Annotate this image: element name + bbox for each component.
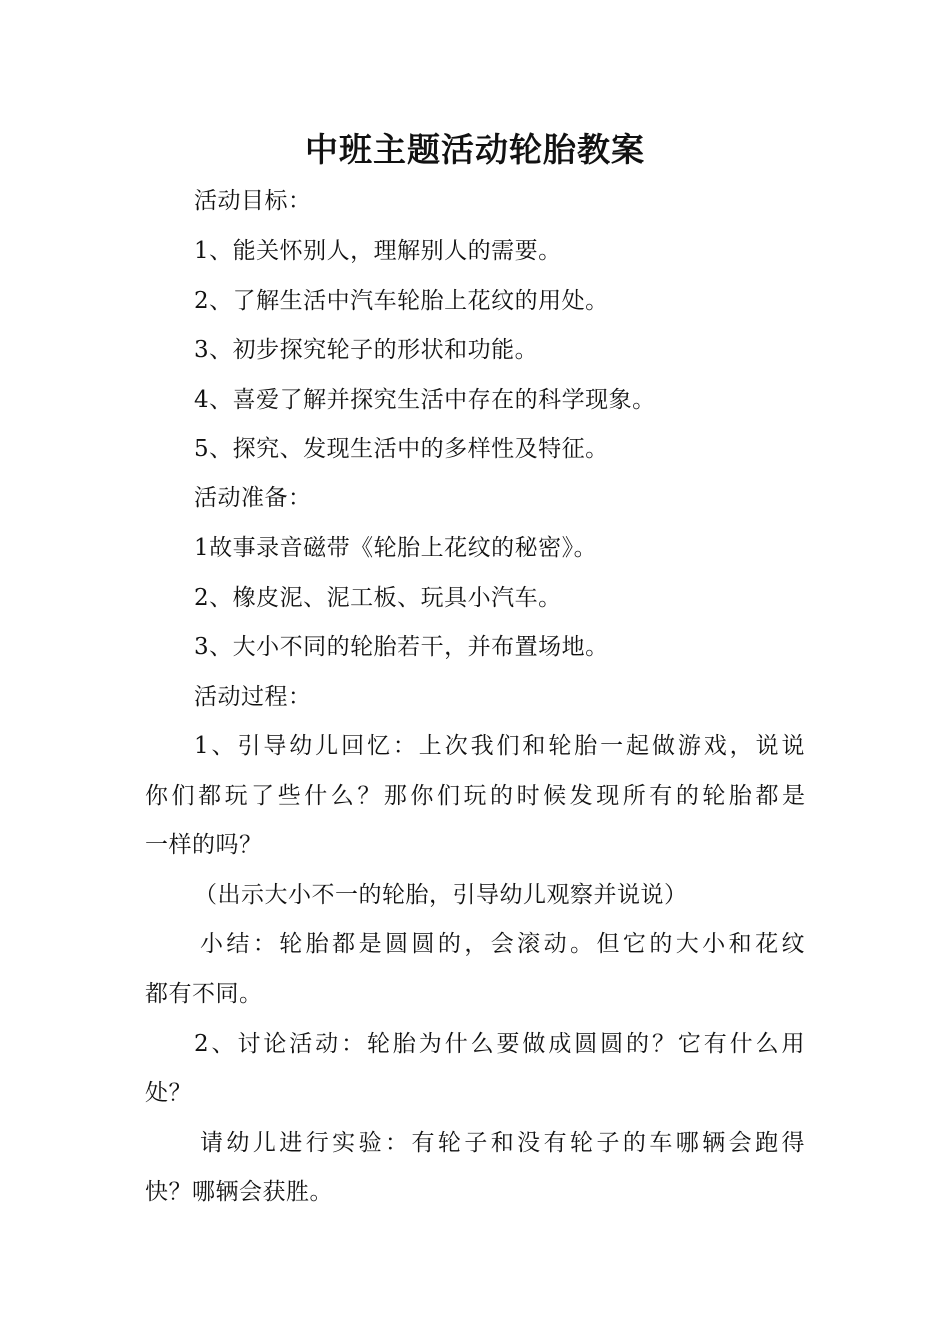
paragraph-line: 1故事录音磁带《轮胎上花纹的秘密》。 — [194, 535, 598, 561]
paragraph-line: 小结：轮胎都是圆圆的，会滚动。但它的大小和花纹 — [200, 931, 805, 957]
paragraph-line: 处？ — [145, 1080, 192, 1106]
section-heading-process: 活动过程： — [194, 684, 312, 710]
section-heading-preparation: 活动准备： — [194, 485, 312, 511]
paragraph-line: （出示大小不一的轮胎，引导幼儿观察并说说） — [194, 882, 688, 908]
paragraph-line: 快？哪辆会获胜。 — [145, 1179, 333, 1205]
paragraph-line: 1、能关怀别人，理解别人的需要。 — [194, 238, 562, 264]
paragraph-line: 一样的吗？ — [145, 832, 263, 858]
paragraph-line: 你们都玩了些什么？那你们玩的时候发现所有的轮胎都是 — [145, 783, 805, 809]
paragraph-line: 2、了解生活中汽车轮胎上花纹的用处。 — [194, 288, 609, 314]
paragraph-line: 3、大小不同的轮胎若干，并布置场地。 — [194, 634, 609, 660]
paragraph-line: 请幼儿进行实验：有轮子和没有轮子的车哪辆会跑得 — [200, 1130, 805, 1156]
paragraph-line: 都有不同。 — [145, 981, 263, 1007]
paragraph-line: 5、探究、发现生活中的多样性及特征。 — [194, 436, 609, 462]
paragraph-line: 2、讨论活动：轮胎为什么要做成圆圆的？它有什么用 — [194, 1031, 805, 1057]
paragraph-line: 2、橡皮泥、泥工板、玩具小汽车。 — [194, 585, 562, 611]
section-heading-goals: 活动目标： — [194, 188, 312, 214]
page-title: 中班主题活动轮胎教案 — [305, 130, 645, 169]
paragraph-line: 3、初步探究轮子的形状和功能。 — [194, 337, 539, 363]
paragraph-line: 4、喜爱了解并探究生活中存在的科学现象。 — [194, 387, 656, 413]
paragraph-line: 1、引导幼儿回忆：上次我们和轮胎一起做游戏，说说 — [194, 733, 805, 759]
